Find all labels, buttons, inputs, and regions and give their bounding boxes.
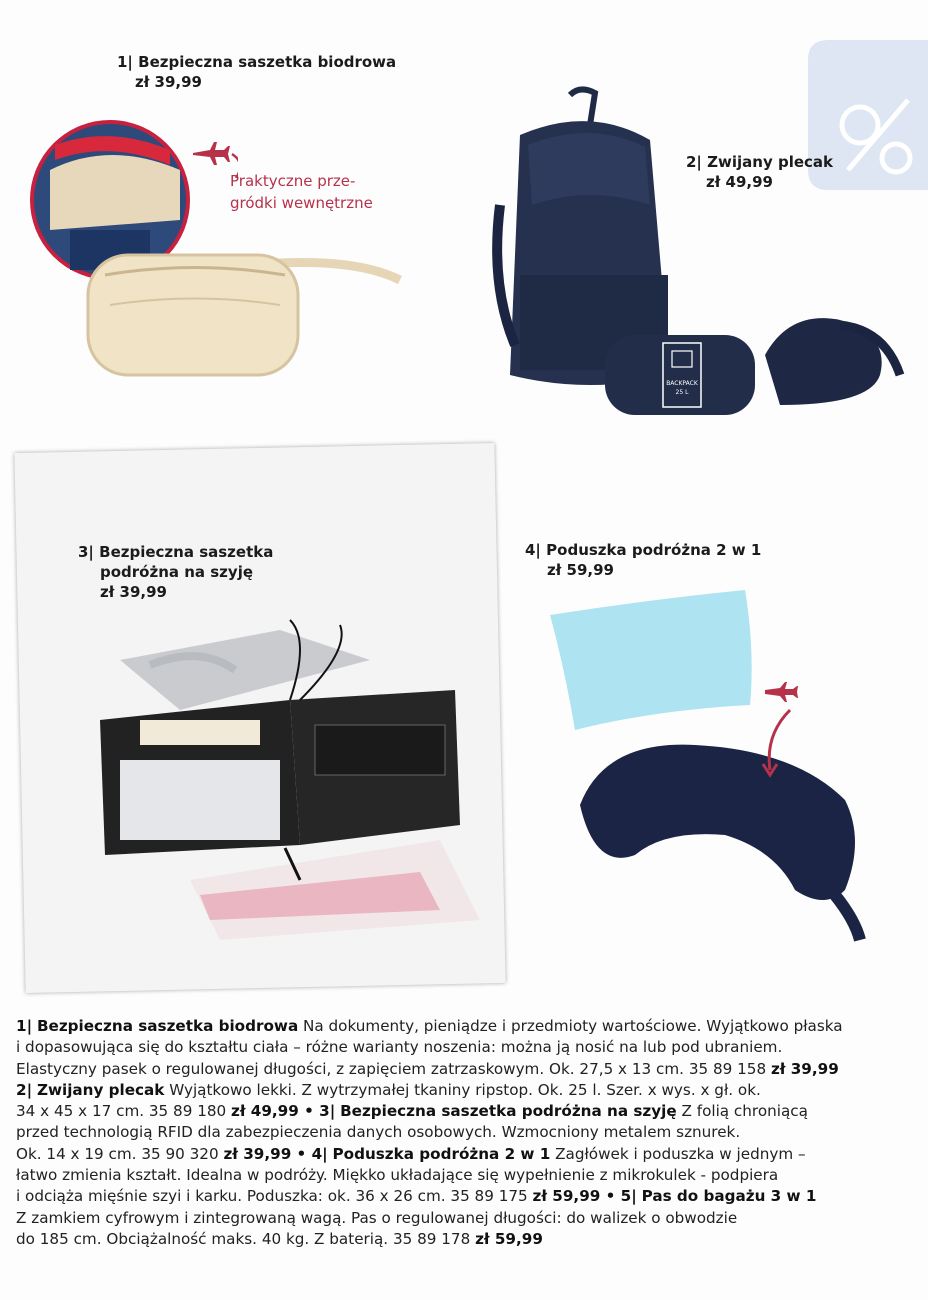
plane-arrow-icon-2	[735, 680, 815, 780]
product-1-label: 1| Bezpieczna saszetka biodrowa zł 39,99	[117, 53, 397, 91]
product-3-price: zł 39,99	[100, 583, 167, 601]
backpack-tag-line1: BACKPACK	[666, 380, 698, 387]
callout-text: Praktyczne prze- gródki wewnętrzne	[230, 172, 373, 212]
backpack-image	[480, 85, 920, 425]
product-4-price: zł 59,99	[547, 561, 614, 579]
product-description: 1| Bezpieczna saszetka biodrowa Na dokumenty, pieniądze i przedmioty wartościowe. Wyjątkowo płaska i dopasowująca się do kształtu ciała – różne warianty noszenia: można ją nosić na lub pod ubraniem. Elastyczny pasek o regulowanej długości, z zapięciem zatrzaskowym. Ok. 27,5 x 13 cm. 35 89 158 zł 39,99 2| Zwijany plecak Wyjątkowo lekki. Z wytrzymałej tkaniny ripstop. Ok. 25 l. Szer. x wys. x gł. ok. 34 x 45 x 17 cm. 35 89 180 zł 49,99 • 3| Bezpieczna saszetka podróżna na szyję Z folią chroniącą przed technologią RFID dla zabezpieczenia danych osobowych. Wzmocniony metalem sznurek. Ok. 14 x 19 cm. 35 90 320 zł 39,99 • 4| Poduszka podróżna 2 w 1 Zagłówek i poduszka w jednym – łatwo zmienia kształt. Idealna w podróży. Miękko układające się wypełnienie z mikrokulek - podpiera i odciąża mięśnie szyi i karku. Poduszka: ok. 36 x 26 cm. 35 89 175 zł 59,99 • 5| Pas do bagażu 3 w 1 Z zamkiem cyfrowym i zintegrowaną wagą. Pas o regulowanej długości: do walizek o obwodzie do 185 cm. Obciążalność maks. 40 kg. Z baterią. 35 89 178 zł 59,99	[16, 1017, 843, 1248]
neck-pouch-image	[60, 610, 500, 940]
product-1-price: zł 39,99	[135, 73, 202, 91]
product-2-label: 2| Zwijany plecak zł 49,99	[686, 153, 834, 191]
backpack-tag-line2: 25 L	[675, 389, 689, 396]
product-2-price: zł 49,99	[706, 173, 773, 191]
product-3-label: 3| Bezpieczna saszetka podróżna na szyję zł 39,99	[78, 543, 274, 601]
product-4-label: 4| Poduszka podróżna 2 w 1 zł 59,99	[525, 541, 762, 579]
